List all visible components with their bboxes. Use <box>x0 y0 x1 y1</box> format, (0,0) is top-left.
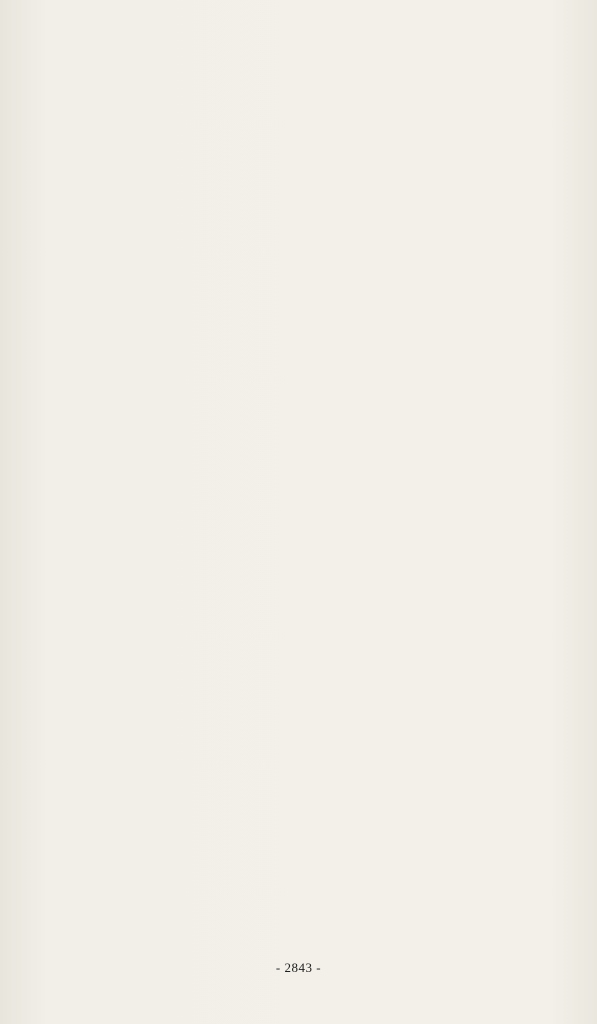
page-number: - 2843 - <box>275 960 322 975</box>
body-text <box>54 70 556 950</box>
